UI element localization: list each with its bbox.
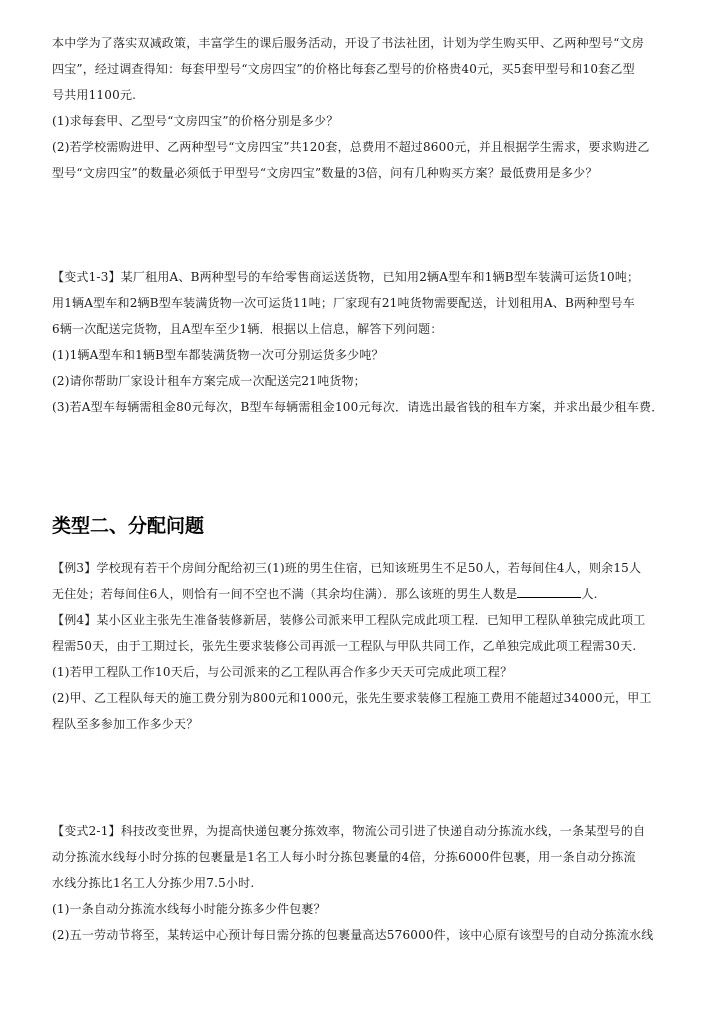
text-after-blank: 人. xyxy=(581,587,598,601)
question-2: (2)请你帮助厂家设计租车方案完成一次配送完21吨货物； xyxy=(52,374,366,388)
example-3 xyxy=(52,555,676,607)
question-2: (2)五一劳动节将至，某转运中心预计每日需分拣的包裹量高达576000件，该中心原有该型号的自动分拣流水线 xyxy=(52,928,654,942)
question-3: (3)若A型车每辆需租金80元每次，B型车每辆需租金100元每次．请选出最省钱的租车方案，并求出最少租车费． xyxy=(52,400,664,414)
section-heading: 类型二、分配问题 xyxy=(52,515,205,537)
text-line: 号共用1100元. xyxy=(52,88,137,102)
question-2: (2)若学校需购进甲、乙两种型号“文房四宝”共120套，总费用不超过8600元，并且根据学生需求，要求购进乙 xyxy=(52,140,650,154)
text-line: 水线分拣比1名工人分拣少用7.5小时. xyxy=(52,876,255,890)
text-line: 本中学为了落实双减政策，丰富学生的课后服务活动，开设了书法社团，计划为学生购买甲、乙两种型号“文房 xyxy=(52,36,644,50)
text-line-with-blank xyxy=(52,581,676,607)
text-line: 动分拣流水线每小时分拣的包裹量是1名工人每小时分拣包裹量的4倍，分拣6000件包裹，用一条自动分拣流 xyxy=(52,850,636,864)
variant-2-1 xyxy=(52,818,676,948)
example-4 xyxy=(52,607,676,737)
question-1: (1)若甲工程队工作10天后，与公司派来的乙工程队再合作多少天天可完成此项工程？ xyxy=(52,665,513,679)
question-1: (1)1辆A型车和1辆B型车都装满货物一次可分别运货多少吨？ xyxy=(52,348,384,362)
text-line: 用1辆A型车和2辆B型车装满货物一次可运货11吨；厂家现有21吨货物需要配送，计划租用A、B两种型号车 xyxy=(52,296,635,310)
text-before-blank: 无住处；若每间住6人，则恰有一间不空也不满（其余均住满）．那么该班的男生人数是 xyxy=(52,587,518,601)
text-line: 6辆一次配送完货物，且A型车至少1辆．根据以上信息，解答下列问题： xyxy=(52,322,443,336)
problem-intro xyxy=(52,30,676,186)
question-2: (2)甲、乙工程队每天的施工费分别为800元和1000元，张先生要求装修工程施工费用不能超过34000元，甲工 xyxy=(52,691,652,705)
text-line: 程队至多参加工作多少天？ xyxy=(52,717,199,731)
variant-1-3 xyxy=(52,264,676,420)
example-title-line: 【例4】某小区业主张先生准备装修新居，装修公司派来甲工程队完成此项工程．已知甲工程队单独完成此项工 xyxy=(52,613,646,627)
text-line: 程需50天，由于工期过长，张先生要求装修公司再派一工程队与甲队共同工作，乙单独完成此项工程需30天. xyxy=(52,639,637,653)
question-1: (1)一条自动分拣流水线每小时能分拣多少件包裹？ xyxy=(52,902,326,916)
variant-title-line: 【变式2-1】科技改变世界，为提高快递包裹分拣效率，物流公司引进了快递自动分拣流水线，一条某型号的自 xyxy=(52,824,646,838)
question-1: (1)求每套甲、乙型号“文房四宝”的价格分别是多少？ xyxy=(52,114,339,128)
answer-blank[interactable] xyxy=(517,583,581,598)
text-line: 四宝”，经过调查得知：每套甲型号“文房四宝”的价格比每套乙型号的价格贵40元，买5套甲型号和10套乙型 xyxy=(52,62,635,76)
variant-title-line: 【变式1-3】某厂租用A、B两种型号的车给零售商运送货物，已知用2辆A型车和1辆B型车装满可运货10吨； xyxy=(52,270,640,284)
example-title-line: 【例3】学校现有若干个房间分配给初三(1)班的男生住宿，已知该班男生不足50人，若每间住4人，则余15人 xyxy=(52,561,642,575)
text-line: 型号“文房四宝”的数量必须低于甲型号“文房四宝”数量的3倍，问有几种购买方案？最低费用是多少？ xyxy=(52,166,598,180)
